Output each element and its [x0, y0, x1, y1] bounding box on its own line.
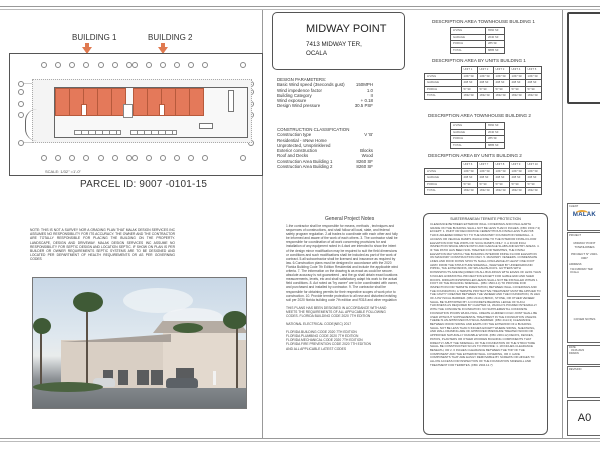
address-line-2: OCALA: [306, 50, 327, 57]
grid-bubble: [18, 101, 24, 107]
grid-bubble: [202, 155, 208, 161]
b1-area-table: [450, 27, 505, 54]
person: [213, 371, 216, 385]
grid-bubble: [174, 62, 180, 68]
tree-canopy: [173, 323, 203, 333]
garage-notch: [81, 104, 87, 116]
car: [166, 378, 198, 388]
driveway-curve: [25, 109, 42, 141]
b1-units-table: [424, 66, 542, 100]
table-row: TOTAL 8885 SF: [451, 47, 505, 54]
construction-row: Unprotected, Unsprinklered: [277, 142, 331, 148]
project-info-box: PROJECT MIDWAY POINT TOWNHOMES PROJECT N° 2023-0007 ADDRESS 7413 MIDWAY TER OCALA: [567, 232, 600, 297]
general-notes: [286, 224, 398, 351]
grid-bubble: [160, 62, 166, 68]
palm-trunk: [236, 323, 238, 388]
construction-row: Residential - nNew Home: [277, 137, 327, 143]
grid-bubble: [55, 155, 61, 161]
table-row: GARAGE 2040 SF: [451, 129, 505, 136]
grid-bubble: [18, 89, 24, 95]
sheet-border-top: [0, 6, 600, 7]
tb-project-name: MIDWAY POINT TOWNHOMES: [573, 241, 596, 249]
b1-units-title: DESCRIPTION AREA BY UNITS BUILDING 1: [432, 58, 526, 63]
unit-4: [97, 88, 112, 116]
tb-address: 7413 MIDWAY TER OCALA: [570, 268, 593, 274]
table-row: LIVING 1367 SF 1367 SF 1367 SF 1367 SF 1367 SF: [425, 73, 542, 80]
garage-door: [137, 370, 149, 385]
table-row: TOTAL 1832 SF 1832 SF 1832 SF 1832 SF 1832 SF: [425, 188, 542, 195]
client-logo-box: CLIENT MALAK: [567, 203, 600, 231]
malak-logo: MALAK: [572, 212, 597, 218]
table-row: GARAGE 408 SF 408 SF 408 SF 408 SF 408 SF: [425, 80, 542, 87]
palm-trunk: [40, 328, 42, 388]
grid-bubble: [98, 62, 104, 68]
disclaimer-note: NOTE: THIS IS NOT A SURVEY NOR A GRADING PLAN THAT MALAK DESIGN SERVICES INC ASSUMES NO RESPONSIBILITY FOR ITS ACCURACY. THE OWNER AND THE CONTRACTOR ARE TOTALLY RESPONSIBLE FOR PLACING THE BUILDING ON THE PROPERTY. LANDSCAPE, DESIGN AND DRIVEWAY. MALAK DESIGN SERVICES INC ASSUME NO RESPONSIBILITY FOR SEPTIC DESIGN AND LOCATION SEPTIC. IF SHOW ON PLAN IS PER BUILDER OR OWNER REQUIREMENTS SEPTIC SYSTEMS ARE TO BE DESIGNED AND LOCATED PER DEPARTMENT OF HEALTH REQUIREMENTS OR AS PER GOVERNING CODES: [30, 228, 175, 262]
site-plan: [9, 53, 263, 176]
grid-bubble: [146, 155, 152, 161]
table-row: LIVING 6560 SF: [451, 123, 505, 130]
b1-area-title: DESCRIPTION AREA TOWNHOUSE BUILDING 1: [432, 19, 535, 24]
general-notes-body: 1.the contractor shall be responsible for means, methods , techniques and sequences of constructions, and shall follow all local, state, and federal safety program regulation. 2.all trades to coordinate with each other and fully be informed and aware of the work of each others. 3. The contractor shall be responsible for coordination of all work concerning provisions for and installation of any equipment noted in 4.dwd are intended to show the intent of the design minor modification may be required to suit the field dimensions or conditions and such modifications shall be included as part of the work of contract. 5.all subcontractor shall be licensed and insurance as required by law. 6.Construction plans must be designed in accordance with the 2020 Florida Building Code 7th Edition Residential and include the applicable wind criteria. 7. The information on the drawing is as exact as could be secure. absolute accuracy is not guaranteed , and the gc shall obtain exact locations measurements, levels, etc and shall satisfactory adapt his work to the actual field conditions. 8. Act noted as "by owner" are to be coordinated with owner, and purchased and installed by contractor. 9. The contractor shall be responsible for obtaining permits for their respective scopes of work prior to construction. 10. Provide termite protection to all new and disturbed existing soil per 2020 florida building code 7th edition and R318 and other regulation: [286, 224, 398, 302]
grid-bubble: [83, 62, 89, 68]
sheet-number: A0: [577, 412, 592, 424]
b2-area-table: [450, 122, 505, 149]
construction-row: Construction type V 'B': [277, 132, 373, 138]
grid-bubble: [18, 81, 24, 87]
grid-bubble: [132, 155, 138, 161]
grid-bubble: [18, 140, 24, 146]
param-row: Building Category II: [277, 92, 373, 98]
termite-title: SUBTERRANEAN TERMITE PROTECTION: [450, 217, 521, 221]
sheet-title-box: [567, 299, 600, 343]
construction-row: Construction Area Building 1 8260 SF: [277, 158, 373, 164]
grid-bubble: [240, 62, 246, 68]
table-row: PORCH 285 SF: [451, 136, 505, 143]
palm-trunk: [86, 306, 88, 386]
palm-fronds: [223, 311, 247, 329]
sheet-border-bottom-inner: [0, 441, 600, 442]
building-rendering: [32, 277, 247, 409]
grid-bubble: [83, 155, 89, 161]
electrical-code: NATIONAL ELECTRICAL CODE(NEC) 2017: [286, 322, 352, 327]
construction-row: Roof and Decks Wood: [277, 153, 373, 159]
unit-9: [175, 88, 190, 116]
code-list: FLORIDA BUILDING CODE 2020 7TH EDITION FLORIDA PLUMBING CODE 2020 7TH EDITION FLORIDA MECHANICAL CODE 2020 7TH EDITION FLORIDA FIRE PREVENTION CODE 2020 7TH EDITION AND ALL APPLICABLE LATEST CODES: [286, 330, 372, 351]
grid-bubble: [69, 62, 75, 68]
construction-row: Exterior construction Blocks: [277, 148, 373, 154]
unit-10: [189, 88, 204, 116]
unit-6: [133, 88, 148, 116]
palm-fronds: [73, 292, 103, 312]
table-row: TOTAL 1832 SF 1832 SF 1832 SF 1832 SF 1832 SF: [425, 93, 542, 100]
project-name: MIDWAY POINT: [306, 23, 387, 35]
grid-bubble: [174, 155, 180, 161]
construction-classification: [277, 127, 373, 169]
sheet-border-top-inner: [0, 9, 600, 10]
garage-notch: [159, 104, 165, 116]
sheet-number-box: [567, 400, 600, 436]
table-row: PORCH 57 SF 57 SF 57 SF 57 SF 57 SF: [425, 86, 542, 93]
grid-bubble: [41, 155, 47, 161]
parcel-id: PARCEL ID: 9007 -0101-15: [80, 179, 208, 190]
dumpster-pad: [199, 123, 213, 129]
grid-bubble: [55, 62, 61, 68]
code-compliance: THIS PLANS HAS BEEN DESIGNED IN ACCORDANCE WITH AND MEETS THE REQUIREMENTS OF ALL APPLICABLE FOLLOWING CODES. FLORIDA BUILDING CODE 2020 7TH EDITION: [286, 305, 387, 318]
grid-bubble: [240, 155, 246, 161]
design-parameters-heading: DESIGN PARAMETERS:: [277, 77, 327, 82]
tb-project-number: PROJECT N° 2023-0007: [571, 252, 598, 260]
general-notes-title: General Project Notes: [325, 216, 375, 222]
b2-units-table: [424, 161, 542, 195]
design-parameters: [277, 77, 373, 109]
param-row: Design Wind pressure 30.5 PSF: [277, 103, 373, 109]
table-row: PORCH 57 SF 57 SF 57 SF 57 SF 57 SF: [425, 181, 542, 188]
termite-body: CLEARANCE BETWEEN EXTERIOR WALL COVERINGS AND FINAL EARTH GRADE ON THE BUILDING SHALL NOT BE LESS THAN 6 INCHES. (FBC 1503.7.3) EXCEPT: 1. PAINT OR DECORATIVE CEMENTITIOUS FINISH LESS THAN 5/8 THICK ADHERED DIRECTLY TO THE MASONRY FOUNDATION SIDEWALL. 2. ACCESS OR VEHICLE RAMPS WHICH RISE TO THE INTERIOR FINISH FLOOR ELEVATION FOR THE WIDTH OF SUCH RAMPS ONLY. 3. A FOUR INCH INSPECTION SPACE ABOVE PATIO AND GARAGE SLABS AND ENTRY AREAS. 4. IF THE PATIO HAS BEEN SOIL TREATED FOR TERMITES, THE FINISH ELEVATION MAY MATCH THE BUILDING INTERIOR FINISH FLOOR ELEVATION ON MASONRY CONSTRUCTION ONLY. 5. MASONRY VENEERS. CONDENSATE LINES AND ROOF DOWN SPOUTS SHALL DISCHARGE AT LEAST ONE FOOT AWAY FROM THE STRUCTURE SIDEWALL, WHETHER BY UNDERGROUND PIPING, TAIL EXTENSIONS, OR SPLASH BLOCKS. GUTTERS WITH DOWNSPOUTS ARE REQUIRED ON ALL BUILDINGS WITH EAVES OF LESS THAN 6 INCHES HORIZONTAL PROJECTION EXCEPT FOR GABLE END AND SHED ROOFS. IRRIGATION/SPRINKLER HEADS SHALL NOT BE INSTALLED WITHIN 1 FOOT OF THE BUILDING SIDEWALL. (FBC 1503.4.4) TO PROVIDE FOR INSPECTION FOR TERMITE INFESTATION, BETWEEN WALL COVERINGS AND THE FOUNDATION, A TERMITE PROTECTIVE TREATMENT MUST BE APPLIED TO THE CAVITY CREATED BETWEEN THE VENEER AND THE FOUNDATION, IN LIEU OF A PHYSICAL BARRIER. (FBC 2114.2) BRICK, STONE, OR OTHER VENEER SHALL BE SUPPORTED BY A CONCRETE BEARING LEDGE OF SUCH THICKNESS AS REQUIRED BY CHAPTER 14, WHICH IS POURED INTEGRALLY WITH THE CONCRETE FOUNDATION. NO SUPPLEMENTAL CONCRETE FOUNDATION POURS WHICH WILL CREATE A HIDDEN COLD JOINT SHALL BE USED WITHOUT SUPPLEMENTAL TREATMENT IN THE FOUNDATION UNLESS THERE IS AN APPROVED PHYSICAL BARRIER. (FBC 2114.3) CLEARANCE BETWEEN WOOD SIDING AND EARTH ON THE EXTERIOR OF A BUILDING SHALL NOT BE LESS THAN 6 INCHES EXCEPT WHERE SIDING, SHEATHING, AND WALL FRAMING ARE OF APPROVED PRESSURE TREATED WOOD OR APPROVED NATURALLY DURABLE WOOD. (FBC 2304.12) DECKS, FENCES, PATIOS, PLANTERS OR OTHER WOODEN BUILDING COMPONENTS THAT DIRECTLY ABUT THE SIDEWALL OF THE FOUNDATION OF THE STRUCTURE SHALL BE CONSTRUCTED SO AS TO PROVIDE: 1. 18 INCHES CLEARANCE BENEATH, OR 2. 6 INCHES CLEARANCE BETWEEN THE TOP OF THE COMPONENT AND THE EXTERIOR WALL COVERING, OR 3. HAVE COMPONENTS THAT ARE EASILY REMOVABLE BY SCREWS OR HINGES TO ALLOW ACCESS FOR INSPECTION OF THE FOUNDATION SIDEWALL AND TREATMENT FOR TERMITES. (FBC 2304.12.7): [430, 222, 541, 367]
table-header-row: UNIT 6 UNIT 7 UNIT 8 UNIT 9 UNIT 10: [425, 162, 542, 169]
scale-label: SCALE: 1/32" =1'-0": [45, 169, 81, 174]
grid-bubble: [146, 62, 152, 68]
grid-bubble: [98, 155, 104, 161]
b2-area-title: DESCRIPTION AREA TOWNHOUSE BUILDING 2: [428, 113, 531, 118]
parking-stalls: [130, 130, 177, 135]
grid-bubble: [41, 62, 47, 68]
building-2-label: BUILDING 2: [148, 33, 193, 42]
garage-door: [118, 370, 128, 385]
date-value: 03.06.2023: [571, 349, 584, 352]
stamp-area: [567, 12, 600, 104]
table-row: LIVING 6560 SF: [451, 28, 505, 35]
param-row: Wind exposure + 0.18: [277, 98, 373, 104]
table-row: GARAGE 408 SF 408 SF 408 SF 408 SF 408 SF: [425, 175, 542, 182]
grid-bubble: [69, 155, 75, 161]
sheet-title: COVER NOTES: [573, 317, 596, 321]
grid-bubble: [18, 112, 24, 118]
grid-bubble: [188, 155, 194, 161]
equipment-pad: [228, 90, 234, 112]
parking-stalls: [74, 130, 121, 135]
grid-bubble: [112, 62, 118, 68]
unit-1: [55, 88, 70, 116]
table-row: PORCH 285 SF: [451, 41, 505, 48]
table-row: GARAGE 2040 SF: [451, 34, 505, 41]
b2-units-title: DESCRIPTION AREA BY UNITS BUILDING 2: [428, 153, 522, 158]
termite-protection-box: [423, 213, 548, 435]
logo-swoosh-icon: [576, 210, 588, 216]
breezeway: [123, 104, 133, 118]
address-line-1: 7413 MIDWAY TER,: [306, 41, 362, 48]
construction-heading: CONSTRUCTION CLASSIFICATION: [277, 127, 350, 132]
grid-bubble: [112, 155, 118, 161]
table-row: TOTAL 8885 SF: [451, 142, 505, 149]
project-address: [306, 40, 362, 58]
palm-fronds: [33, 318, 51, 334]
param-row: Wind impedence factor 1.0: [277, 87, 373, 93]
grid-bubble: [202, 62, 208, 68]
date-box: DATE 03.06.2023 DRAWN: [567, 345, 600, 365]
grid-bubble: [188, 62, 194, 68]
table-header-row: UNIT 1 UNIT 2 UNIT 3 UNIT 4 UNIT 5: [425, 67, 542, 74]
grid-bubble: [160, 155, 166, 161]
param-row: Basic Wind speed (3seconds gust) 150MPH: [277, 82, 373, 88]
building-1-label: BUILDING 1: [72, 33, 117, 42]
shrubs: [33, 382, 103, 392]
revision-box: REVISION: [567, 366, 600, 398]
construction-row: Construction Area Building 2 8260 SF: [277, 164, 373, 170]
title-block-divider: [562, 10, 563, 438]
garage-door: [151, 370, 163, 385]
table-row: LIVING 1367 SF 1367 SF 1367 SF 1367 SF 1367 SF: [425, 168, 542, 175]
sheet-border-bottom: [0, 438, 600, 439]
grid-bubble: [132, 62, 138, 68]
